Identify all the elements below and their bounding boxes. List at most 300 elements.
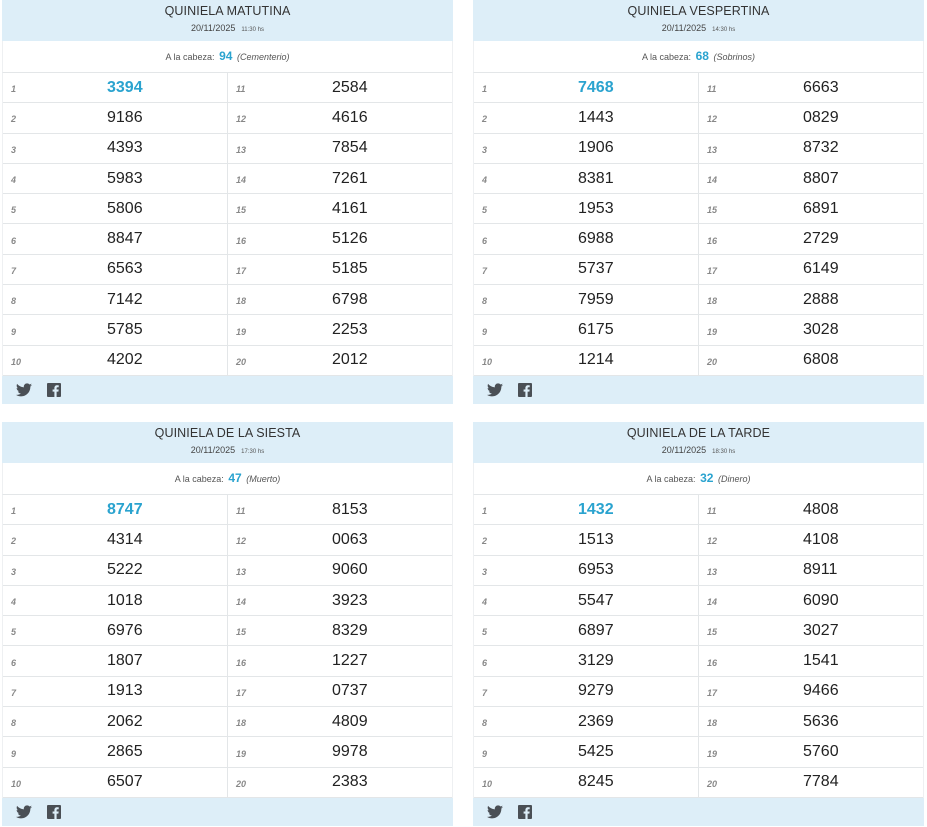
result-number: 8732 bbox=[803, 139, 839, 157]
result-cell bbox=[474, 285, 699, 314]
result-cell bbox=[228, 285, 452, 314]
result-cell bbox=[3, 616, 228, 645]
result-number: 4202 bbox=[107, 351, 143, 369]
table-row bbox=[3, 134, 452, 164]
result-number: 6897 bbox=[578, 621, 614, 639]
panel-title: QUINIELA VESPERTINA bbox=[627, 4, 770, 18]
result-cell bbox=[3, 556, 228, 585]
result-number: 1443 bbox=[578, 108, 614, 126]
position-number: 18 bbox=[236, 718, 247, 729]
panel-title: QUINIELA DE LA SIESTA bbox=[154, 426, 301, 440]
cabeza-label: A la cabeza: bbox=[165, 52, 215, 62]
position-number: 8 bbox=[11, 718, 17, 729]
cabeza-meaning: (Cementerio) bbox=[236, 52, 290, 62]
result-number: 1953 bbox=[578, 199, 614, 217]
position-number: 16 bbox=[236, 235, 247, 246]
position-number: 15 bbox=[707, 627, 718, 638]
twitter-icon[interactable] bbox=[16, 804, 32, 820]
result-number: 6891 bbox=[803, 199, 839, 217]
result-cell bbox=[228, 164, 452, 193]
table-row bbox=[474, 255, 923, 285]
result-cell bbox=[699, 556, 923, 585]
twitter-icon[interactable] bbox=[16, 382, 32, 398]
result-number: 1541 bbox=[803, 652, 839, 670]
draw-date-time bbox=[2, 443, 453, 459]
results-table bbox=[473, 73, 924, 376]
position-number: 15 bbox=[707, 205, 718, 216]
result-number: 6507 bbox=[107, 773, 143, 791]
result-cell bbox=[228, 495, 452, 524]
result-number: 3028 bbox=[803, 321, 839, 339]
position-number: 14 bbox=[707, 175, 718, 186]
position-number: 19 bbox=[236, 326, 247, 337]
cabeza-summary bbox=[2, 463, 453, 495]
position-number: 1 bbox=[482, 506, 488, 517]
position-number: 1 bbox=[11, 506, 17, 517]
table-row bbox=[3, 315, 452, 345]
position-number: 2 bbox=[482, 114, 488, 125]
panel-title: QUINIELA MATUTINA bbox=[164, 4, 291, 18]
table-row bbox=[474, 616, 923, 646]
result-cell bbox=[228, 586, 452, 615]
result-number: 1227 bbox=[332, 652, 368, 670]
result-cell bbox=[474, 768, 699, 797]
cabeza-meaning: (Dinero) bbox=[717, 474, 751, 484]
share-bar bbox=[2, 798, 453, 826]
position-number: 13 bbox=[236, 566, 247, 577]
winning-number: 1432 bbox=[578, 500, 614, 518]
position-number: 4 bbox=[11, 597, 17, 608]
result-number: 4161 bbox=[332, 199, 368, 217]
cabeza-label: A la cabeza: bbox=[646, 474, 696, 484]
position-number: 11 bbox=[236, 84, 246, 95]
result-number: 8911 bbox=[803, 561, 838, 579]
cabeza-summary bbox=[473, 41, 924, 73]
result-cell bbox=[699, 707, 923, 736]
position-number: 19 bbox=[707, 748, 718, 759]
draw-date-time bbox=[2, 21, 453, 37]
result-number: 6090 bbox=[803, 591, 839, 609]
cabeza-number: 32 bbox=[700, 471, 714, 485]
position-number: 20 bbox=[707, 778, 718, 789]
result-number: 7854 bbox=[332, 139, 368, 157]
result-number: 5760 bbox=[803, 743, 839, 761]
position-number: 17 bbox=[236, 265, 247, 276]
table-row bbox=[3, 768, 452, 798]
results-table bbox=[2, 495, 453, 798]
position-number: 3 bbox=[11, 144, 17, 155]
result-cell bbox=[474, 73, 699, 102]
position-number: 3 bbox=[11, 566, 17, 577]
result-cell bbox=[228, 255, 452, 284]
result-cell bbox=[474, 194, 699, 223]
table-row bbox=[3, 646, 452, 676]
result-number: 5425 bbox=[578, 743, 614, 761]
result-cell bbox=[3, 103, 228, 132]
result-number: 8245 bbox=[578, 773, 614, 791]
result-number: 2253 bbox=[332, 321, 368, 339]
table-row bbox=[3, 616, 452, 646]
cabeza-number: 47 bbox=[228, 471, 242, 485]
result-cell bbox=[699, 73, 923, 102]
result-number: 6976 bbox=[107, 621, 143, 639]
panel-quiniela-matutina bbox=[2, 0, 453, 405]
result-number: 3129 bbox=[578, 652, 614, 670]
result-number: 2888 bbox=[803, 290, 839, 308]
result-cell bbox=[474, 346, 699, 375]
result-cell bbox=[699, 677, 923, 706]
result-cell bbox=[3, 677, 228, 706]
position-number: 8 bbox=[482, 718, 488, 729]
position-number: 9 bbox=[482, 326, 488, 337]
position-number: 4 bbox=[482, 597, 488, 608]
position-number: 17 bbox=[707, 687, 718, 698]
position-number: 8 bbox=[11, 296, 17, 307]
result-cell bbox=[228, 616, 452, 645]
cabeza-label: A la cabeza: bbox=[174, 474, 224, 484]
result-cell bbox=[474, 255, 699, 284]
position-number: 3 bbox=[482, 566, 488, 577]
result-number: 6563 bbox=[107, 260, 143, 278]
position-number: 7 bbox=[482, 687, 488, 698]
panel-quiniela-de-la-siesta bbox=[2, 422, 453, 827]
result-cell bbox=[474, 495, 699, 524]
result-cell bbox=[3, 315, 228, 344]
cabeza-label: A la cabeza: bbox=[642, 52, 692, 62]
result-cell bbox=[699, 586, 923, 615]
result-cell bbox=[474, 556, 699, 585]
position-number: 5 bbox=[11, 627, 17, 638]
position-number: 5 bbox=[11, 205, 17, 216]
result-number: 2062 bbox=[107, 712, 143, 730]
result-number: 8329 bbox=[332, 621, 368, 639]
table-row bbox=[474, 768, 923, 798]
result-cell bbox=[228, 346, 452, 375]
result-cell bbox=[699, 346, 923, 375]
result-number: 5806 bbox=[107, 199, 143, 217]
table-row bbox=[474, 134, 923, 164]
table-row bbox=[3, 73, 452, 103]
draw-date: 20/11/2025 bbox=[661, 445, 707, 455]
panel-header bbox=[2, 0, 453, 41]
share-bar bbox=[473, 798, 924, 826]
results-table bbox=[2, 73, 453, 376]
result-number: 1018 bbox=[107, 591, 143, 609]
result-number: 1513 bbox=[578, 530, 614, 548]
result-cell bbox=[3, 134, 228, 163]
result-cell bbox=[699, 495, 923, 524]
result-number: 9466 bbox=[803, 682, 839, 700]
position-number: 6 bbox=[482, 235, 488, 246]
result-number: 2383 bbox=[332, 773, 368, 791]
position-number: 10 bbox=[482, 356, 493, 367]
table-row bbox=[3, 164, 452, 194]
cabeza-number: 94 bbox=[219, 49, 233, 63]
draw-time: 11:30 hs bbox=[241, 27, 264, 33]
result-cell bbox=[3, 768, 228, 797]
table-row bbox=[474, 646, 923, 676]
table-row bbox=[3, 285, 452, 315]
position-number: 6 bbox=[11, 657, 17, 668]
position-number: 19 bbox=[707, 326, 718, 337]
position-number: 17 bbox=[707, 265, 718, 276]
result-cell bbox=[699, 103, 923, 132]
result-cell bbox=[474, 134, 699, 163]
result-cell bbox=[699, 285, 923, 314]
result-number: 6808 bbox=[803, 351, 839, 369]
result-cell bbox=[3, 194, 228, 223]
result-cell bbox=[474, 315, 699, 344]
result-cell bbox=[699, 525, 923, 554]
draw-time: 18:30 hs bbox=[712, 449, 736, 455]
results-table bbox=[473, 495, 924, 798]
table-row bbox=[3, 495, 452, 525]
twitter-icon[interactable] bbox=[487, 382, 503, 398]
result-number: 5547 bbox=[578, 591, 614, 609]
position-number: 7 bbox=[482, 265, 488, 276]
result-cell bbox=[228, 315, 452, 344]
result-number: 2584 bbox=[332, 78, 368, 96]
result-cell bbox=[699, 646, 923, 675]
result-number: 6175 bbox=[578, 321, 614, 339]
position-number: 13 bbox=[707, 566, 718, 577]
result-cell bbox=[699, 768, 923, 797]
result-cell bbox=[474, 707, 699, 736]
result-cell bbox=[474, 525, 699, 554]
result-number: 1214 bbox=[578, 351, 614, 369]
position-number: 12 bbox=[236, 536, 247, 547]
position-number: 9 bbox=[482, 748, 488, 759]
position-number: 5 bbox=[482, 627, 488, 638]
result-cell bbox=[699, 616, 923, 645]
panel-quiniela-de-la-tarde bbox=[473, 422, 924, 827]
position-number: 2 bbox=[11, 114, 17, 125]
result-cell bbox=[228, 707, 452, 736]
result-cell bbox=[3, 646, 228, 675]
table-row bbox=[3, 586, 452, 616]
table-row bbox=[474, 556, 923, 586]
facebook-icon[interactable] bbox=[517, 804, 533, 820]
result-number: 6149 bbox=[803, 260, 839, 278]
position-number: 10 bbox=[482, 778, 493, 789]
cabeza-number: 68 bbox=[695, 49, 709, 63]
draw-date-time bbox=[473, 21, 924, 37]
result-number: 4314 bbox=[107, 530, 143, 548]
result-number: 9186 bbox=[107, 108, 143, 126]
facebook-icon[interactable] bbox=[46, 382, 62, 398]
result-cell bbox=[3, 285, 228, 314]
position-number: 16 bbox=[707, 235, 718, 246]
result-cell bbox=[474, 103, 699, 132]
result-cell bbox=[699, 194, 923, 223]
result-cell bbox=[474, 737, 699, 766]
position-number: 12 bbox=[707, 114, 718, 125]
result-cell bbox=[3, 525, 228, 554]
table-row bbox=[3, 103, 452, 133]
result-cell bbox=[474, 586, 699, 615]
draw-time: 17:30 hs bbox=[241, 449, 265, 455]
result-cell bbox=[228, 73, 452, 102]
facebook-icon[interactable] bbox=[46, 804, 62, 820]
position-number: 13 bbox=[236, 144, 247, 155]
result-cell bbox=[228, 525, 452, 554]
result-number: 8847 bbox=[107, 230, 143, 248]
result-number: 5737 bbox=[578, 260, 614, 278]
draw-date: 20/11/2025 bbox=[190, 445, 236, 455]
position-number: 2 bbox=[482, 536, 488, 547]
result-cell bbox=[228, 103, 452, 132]
result-number: 7959 bbox=[578, 290, 614, 308]
result-number: 8807 bbox=[803, 169, 839, 187]
panel-header bbox=[2, 422, 453, 463]
table-row bbox=[474, 194, 923, 224]
result-cell bbox=[228, 677, 452, 706]
result-cell bbox=[228, 556, 452, 585]
result-cell bbox=[699, 315, 923, 344]
result-number: 6988 bbox=[578, 230, 614, 248]
position-number: 17 bbox=[236, 687, 247, 698]
position-number: 20 bbox=[236, 778, 247, 789]
result-number: 7261 bbox=[332, 169, 368, 187]
result-cell bbox=[228, 194, 452, 223]
position-number: 4 bbox=[482, 175, 488, 186]
draw-date-time bbox=[473, 443, 924, 459]
result-number: 1807 bbox=[107, 652, 143, 670]
position-number: 10 bbox=[11, 356, 22, 367]
result-cell bbox=[3, 346, 228, 375]
draw-date: 20/11/2025 bbox=[191, 23, 236, 33]
result-cell bbox=[474, 616, 699, 645]
result-number: 1913 bbox=[107, 682, 143, 700]
position-number: 10 bbox=[11, 778, 22, 789]
position-number: 18 bbox=[236, 296, 247, 307]
position-number: 8 bbox=[482, 296, 488, 307]
result-cell bbox=[228, 224, 452, 253]
cabeza-summary bbox=[2, 41, 453, 73]
table-row bbox=[474, 103, 923, 133]
panel-header bbox=[473, 422, 924, 463]
panel-quiniela-vespertina bbox=[473, 0, 924, 405]
result-cell bbox=[3, 255, 228, 284]
result-number: 6953 bbox=[578, 561, 614, 579]
position-number: 18 bbox=[707, 718, 718, 729]
result-number: 0829 bbox=[803, 108, 839, 126]
table-row bbox=[3, 737, 452, 767]
result-number: 9978 bbox=[332, 743, 368, 761]
result-number: 4108 bbox=[803, 530, 839, 548]
result-cell bbox=[228, 646, 452, 675]
position-number: 1 bbox=[482, 84, 488, 95]
result-number: 5222 bbox=[107, 561, 143, 579]
result-number: 9060 bbox=[332, 561, 368, 579]
result-cell bbox=[3, 495, 228, 524]
position-number: 20 bbox=[707, 356, 718, 367]
position-number: 19 bbox=[236, 748, 247, 759]
panel-header bbox=[473, 0, 924, 41]
position-number: 3 bbox=[482, 144, 488, 155]
result-cell bbox=[474, 224, 699, 253]
result-cell bbox=[474, 677, 699, 706]
position-number: 14 bbox=[707, 597, 718, 608]
result-number: 2369 bbox=[578, 712, 614, 730]
position-number: 12 bbox=[707, 536, 718, 547]
winning-number: 8747 bbox=[107, 500, 143, 518]
position-number: 11 bbox=[236, 506, 246, 517]
result-cell bbox=[3, 73, 228, 102]
facebook-icon[interactable] bbox=[517, 382, 533, 398]
table-row bbox=[474, 737, 923, 767]
table-row bbox=[474, 677, 923, 707]
position-number: 4 bbox=[11, 175, 17, 186]
table-row bbox=[474, 315, 923, 345]
result-cell bbox=[3, 586, 228, 615]
result-number: 4393 bbox=[107, 139, 143, 157]
position-number: 7 bbox=[11, 265, 17, 276]
result-cell bbox=[474, 646, 699, 675]
table-row bbox=[3, 346, 452, 376]
result-cell bbox=[474, 164, 699, 193]
draw-date: 20/11/2025 bbox=[661, 23, 707, 33]
table-row bbox=[474, 164, 923, 194]
table-row bbox=[474, 224, 923, 254]
result-number: 2012 bbox=[332, 351, 368, 369]
position-number: 12 bbox=[236, 114, 247, 125]
position-number: 1 bbox=[11, 84, 17, 95]
table-row bbox=[3, 194, 452, 224]
result-number: 2729 bbox=[803, 230, 839, 248]
winning-number: 3394 bbox=[107, 78, 143, 96]
cabeza-meaning: (Muerto) bbox=[246, 474, 281, 484]
table-row bbox=[3, 224, 452, 254]
result-cell bbox=[3, 164, 228, 193]
table-row bbox=[474, 346, 923, 376]
position-number: 14 bbox=[236, 597, 247, 608]
result-cell bbox=[3, 707, 228, 736]
twitter-icon[interactable] bbox=[487, 804, 503, 820]
result-cell bbox=[3, 224, 228, 253]
result-number: 5785 bbox=[107, 321, 143, 339]
position-number: 5 bbox=[482, 205, 488, 216]
cabeza-summary bbox=[473, 463, 924, 495]
result-cell bbox=[699, 255, 923, 284]
table-row bbox=[3, 255, 452, 285]
table-row bbox=[474, 586, 923, 616]
position-number: 7 bbox=[11, 687, 17, 698]
position-number: 6 bbox=[482, 657, 488, 668]
result-number: 8153 bbox=[332, 500, 368, 518]
result-number: 6663 bbox=[803, 78, 839, 96]
result-number: 4616 bbox=[332, 108, 368, 126]
result-number: 4808 bbox=[803, 500, 839, 518]
result-number: 2865 bbox=[107, 743, 143, 761]
position-number: 15 bbox=[236, 627, 247, 638]
result-number: 7142 bbox=[107, 290, 143, 308]
table-row bbox=[474, 73, 923, 103]
cabeza-meaning: (Sobrinos) bbox=[713, 52, 755, 62]
table-row bbox=[474, 707, 923, 737]
result-number: 5983 bbox=[107, 169, 143, 187]
position-number: 16 bbox=[707, 657, 718, 668]
result-number: 8381 bbox=[578, 169, 614, 187]
table-row bbox=[3, 707, 452, 737]
position-number: 2 bbox=[11, 536, 17, 547]
position-number: 16 bbox=[236, 657, 247, 668]
position-number: 9 bbox=[11, 748, 17, 759]
result-cell bbox=[699, 134, 923, 163]
table-row bbox=[474, 495, 923, 525]
result-number: 5185 bbox=[332, 260, 368, 278]
winning-number: 7468 bbox=[578, 78, 614, 96]
